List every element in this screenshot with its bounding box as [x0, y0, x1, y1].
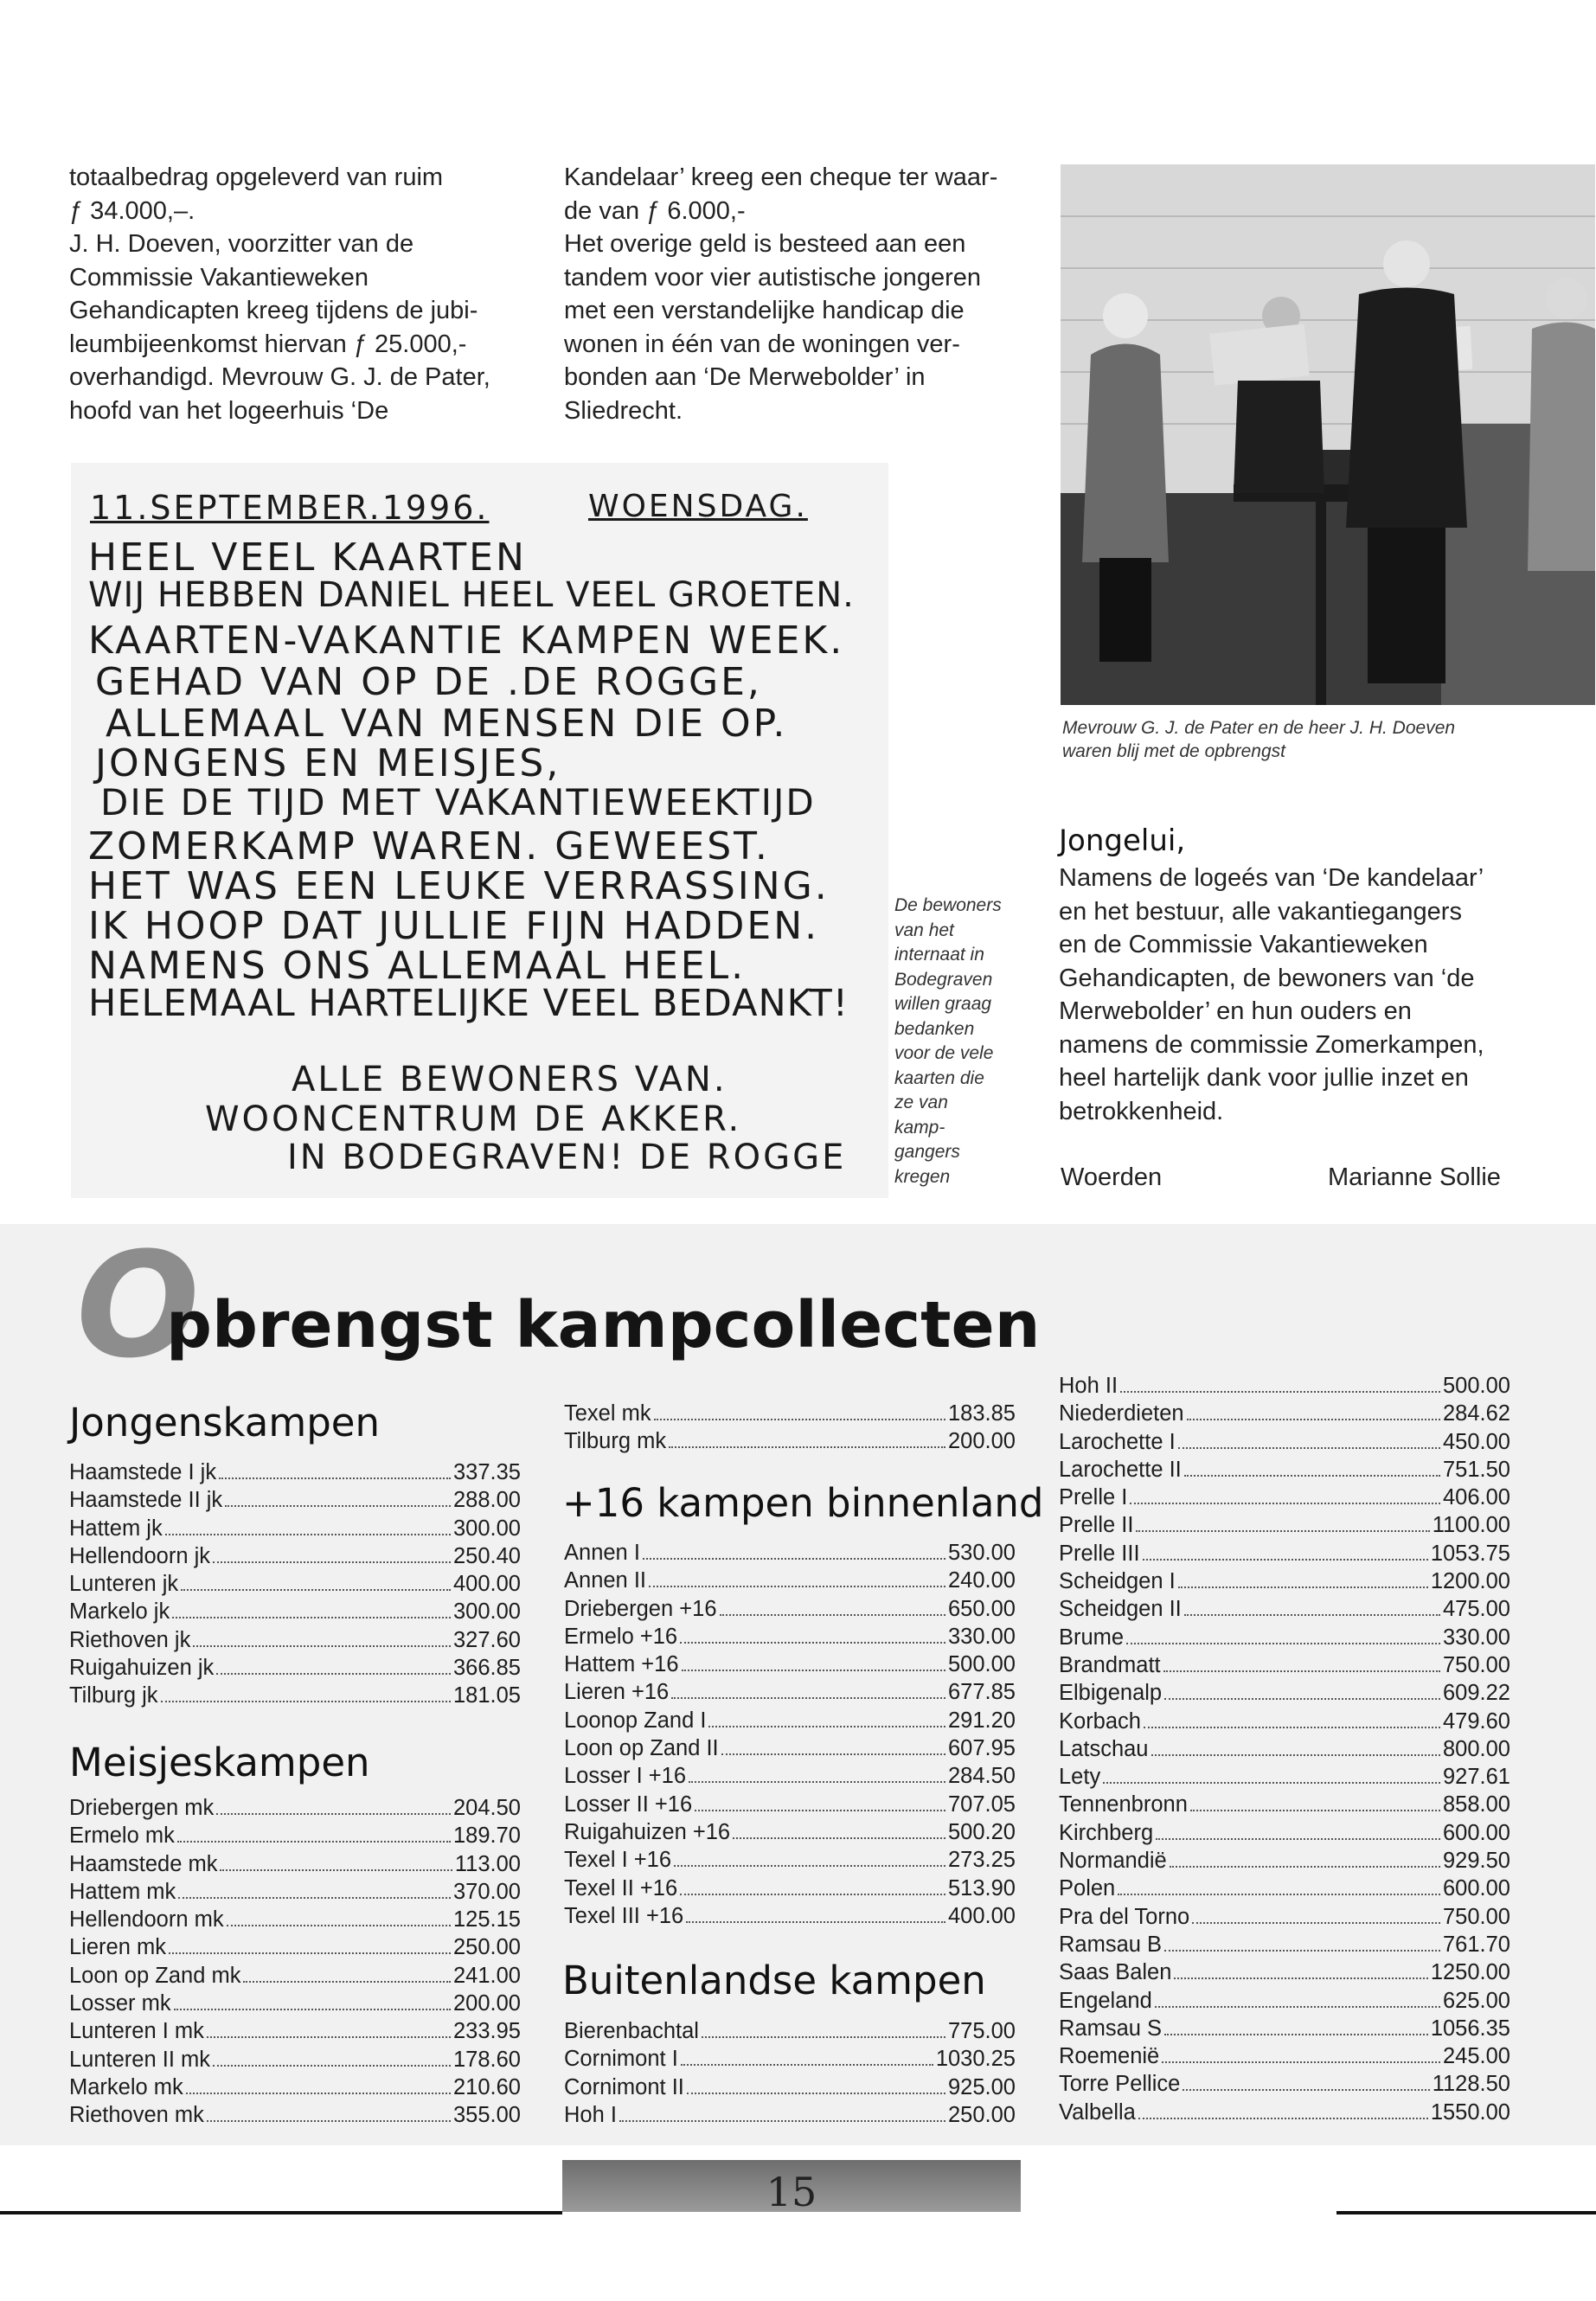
letter-signature-line: IN BODEGRAVEN! DE ROGGE	[287, 1138, 847, 1177]
list-item: Scheidgen II 475.00	[1059, 1597, 1510, 1622]
list-item: Annen I 530.00	[564, 1541, 1016, 1565]
letter-line: JONGENS EN MEISJES,	[95, 741, 561, 785]
list-item: Loon op Zand II 607.95	[564, 1736, 1016, 1761]
meisjeskampen-list	[69, 1794, 521, 2130]
section-title: pbrengst kampcollecten	[166, 1288, 1041, 1362]
list-item: Texel II +16 513.90	[564, 1875, 1016, 1900]
letter-line: NAMENS ONS ALLEMAAL HEEL.	[88, 944, 747, 988]
text-line: hoofd van het logeerhuis ‘De	[69, 396, 389, 425]
jongelui-heading: Jongelui,	[1059, 824, 1186, 858]
letter-line: ALLEMAAL VAN MENSEN DIE OP.	[106, 702, 788, 746]
text-line: en het bestuur, alle vakantiegangers	[1059, 897, 1462, 926]
list-item: Texel mk 183.85	[564, 1401, 1016, 1426]
text-line: J. H. Doeven, voorzitter van de	[69, 230, 414, 258]
letter-line: IK HOOP DAT JULLIE FIJN HADDEN.	[88, 904, 820, 948]
list-item: Cornimont II 925.00	[564, 2074, 1016, 2099]
list-item: Bierenbachtal 775.00	[564, 2019, 1016, 2043]
text-line: leumbijeenkomst hiervan ƒ 25.000,-	[69, 330, 467, 358]
list-item: Hattem jk 300.00	[69, 1516, 521, 1541]
text-line: totaalbedrag opgeleverd van ruim	[69, 163, 444, 191]
text-line: Gehandicapten kreeg tijdens de jubi-	[69, 297, 478, 324]
list-item: Brume 330.00	[1059, 1625, 1510, 1650]
list-item: Markelo jk 300.00	[69, 1599, 521, 1625]
letter-line: WIJ HEBBEN DANIEL HEEL VEEL GROETEN.	[88, 575, 855, 615]
jongelui-place: Woerden	[1061, 1163, 1163, 1191]
list-item: Texel III +16 400.00	[564, 1903, 1016, 1928]
list-item: Lunteren I mk 233.95	[69, 2019, 521, 2044]
list-item: Markelo mk 210.60	[69, 2074, 521, 2099]
list-item: Prelle I 406.00	[1059, 1485, 1510, 1510]
plus16-heading: +16 kampen binnenland	[562, 1480, 1044, 1526]
list-item: Lunteren jk 400.00	[69, 1572, 521, 1597]
list-item: Normandië 929.50	[1059, 1849, 1510, 1874]
buitenland-list	[564, 2017, 1016, 2129]
text-line: Kandelaar’ kreeg een cheque ter waar-	[564, 163, 998, 191]
list-item: Hellendoorn jk 250.40	[69, 1543, 521, 1568]
list-item: Tennenbronn 858.00	[1059, 1792, 1510, 1817]
list-item: Lieren +16 677.85	[564, 1680, 1016, 1705]
list-item: Haamstede mk 113.00	[69, 1851, 521, 1876]
list-item: Losser I +16 284.50	[564, 1764, 1016, 1789]
list-item: Larochette II 751.50	[1059, 1457, 1510, 1482]
article-column-1	[69, 161, 536, 427]
list-item: Roemenië 245.00	[1059, 2044, 1510, 2069]
list-item: Ramsau B 761.70	[1059, 1932, 1510, 1957]
handwritten-letter	[71, 463, 888, 1198]
list-item: Ruigahuizen +16 500.20	[564, 1819, 1016, 1844]
list-item: Brandmatt 750.00	[1059, 1652, 1510, 1677]
letter-line: HEEL VEEL KAARTEN	[88, 535, 527, 580]
letter-signature-line: WOONCENTRUM DE AKKER.	[205, 1099, 742, 1139]
text-line: Sliedrecht.	[564, 396, 683, 425]
list-item: Tilburg mk 200.00	[564, 1429, 1016, 1454]
list-item: Losser mk 200.00	[69, 1991, 521, 2016]
list-item: Latschau 800.00	[1059, 1736, 1510, 1761]
text-line: heel hartelijk dank voor jullie inzet en	[1059, 1064, 1469, 1092]
photo	[1061, 164, 1595, 705]
list-item: Larochette I 450.00	[1059, 1429, 1510, 1454]
list-item: Hoh I 250.00	[564, 2102, 1016, 2127]
list-item: Hoh II 500.00	[1059, 1374, 1510, 1398]
list-item: Lunteren II mk 178.60	[69, 2047, 521, 2072]
text-line: wonen in één van de woningen ver-	[564, 330, 960, 358]
list-item: Hellendoorn mk 125.15	[69, 1907, 521, 1932]
footer-rule-left	[0, 2211, 562, 2214]
letter-signature-line: ALLE BEWONERS VAN.	[292, 1060, 727, 1099]
list-item: Hattem mk 370.00	[69, 1879, 521, 1904]
list-item: Annen II 240.00	[564, 1568, 1016, 1593]
jongenskampen-heading: Jongenskampen	[69, 1400, 380, 1445]
footer-rule-right	[1336, 2211, 1596, 2214]
list-item: Lety 927.61	[1059, 1765, 1510, 1790]
photo-illustration	[1061, 164, 1595, 705]
text-line: ƒ 34.000,–.	[69, 196, 195, 225]
text-line: namens de commissie Zomerkampen,	[1059, 1030, 1484, 1059]
list-item: Elbigenalp 609.22	[1059, 1681, 1510, 1706]
list-item: Ermelo +16 330.00	[564, 1624, 1016, 1649]
letter-line: ZOMERKAMP WAREN. GEWEEST.	[88, 824, 770, 868]
text-line: Gehandicapten, de bewoners van ‘de	[1059, 964, 1475, 992]
text-line: Het overige geld is besteed aan een	[564, 230, 966, 258]
meisjeskampen-heading: Meisjeskampen	[69, 1740, 370, 1785]
text-line: Commissie Vakantieweken	[69, 263, 369, 292]
buitenland-heading: Buitenlandse kampen	[562, 1958, 986, 2003]
list-item: Loon op Zand mk 241.00	[69, 1963, 521, 1988]
letter-line: DIE DE TIJD MET VAKANTIEWEEKTIJD	[100, 781, 816, 824]
text-line: en de Commissie Vakantieweken	[1059, 931, 1428, 958]
jongelui-text	[1059, 862, 1578, 1128]
letter-date: 11.SEPTEMBER.1996.	[90, 489, 490, 527]
letter-line: KAARTEN-VAKANTIE KAMPEN WEEK.	[88, 619, 845, 663]
list-item: Haamstede I jk 337.35	[69, 1460, 521, 1484]
list-item: Pra del Torno 750.00	[1059, 1904, 1510, 1929]
text-line: bonden aan ‘De Merwebolder’ in	[564, 363, 926, 391]
text-line: met een verstandelijke handicap die	[564, 297, 965, 324]
list-item: Ruigahuizen jk 366.85	[69, 1656, 521, 1681]
letter-side-note: De bewoners van het internaat in Bodegraven willen graag bedanken voor de vele kaarten die ze van kamp- gangers kregen	[894, 895, 1002, 1187]
list-item: Ermelo mk 189.70	[69, 1823, 521, 1849]
list-item: Polen 600.00	[1059, 1876, 1510, 1901]
photo-caption	[1062, 716, 1590, 763]
caption-line: Mevrouw G. J. de Pater en de heer J. H. Doeven	[1062, 718, 1456, 738]
text-line: betrokkenheid.	[1059, 1097, 1224, 1125]
list-item: Korbach 479.60	[1059, 1708, 1510, 1734]
meisjeskampen-continued-list	[564, 1400, 1016, 1456]
article-column-2	[564, 161, 1031, 427]
list-item: Kirchberg 600.00	[1059, 1820, 1510, 1845]
list-item: Hattem +16 500.00	[564, 1652, 1016, 1677]
list-item: Riethoven mk 355.00	[69, 2103, 521, 2128]
list-item: Saas Balen 1250.00	[1059, 1960, 1510, 1985]
list-item: Losser II +16 707.05	[564, 1791, 1016, 1817]
list-item: Tilburg jk 181.05	[69, 1683, 521, 1708]
list-item: Ramsau S 1056.35	[1059, 2016, 1510, 2041]
list-item: Texel I +16 273.25	[564, 1848, 1016, 1873]
text-line: de van ƒ 6.000,-	[564, 196, 746, 225]
plus16-list	[564, 1539, 1016, 1930]
list-item: Haamstede II jk 288.00	[69, 1488, 521, 1513]
text-line: Merwebolder’ en hun ouders en	[1059, 997, 1412, 1025]
list-item: Scheidgen I 1200.00	[1059, 1569, 1510, 1594]
caption-line: waren blij met de opbrengst	[1062, 741, 1285, 761]
list-item: Loonop Zand I 291.20	[564, 1708, 1016, 1733]
text-line: overhandigd. Mevrouw G. J. de Pater,	[69, 363, 490, 391]
buitenland-continued-list	[1059, 1372, 1510, 2126]
list-item: Torre Pellice 1128.50	[1059, 2072, 1510, 2097]
list-item: Cornimont I 1030.25	[564, 2047, 1016, 2072]
text-line: tandem voor vier autistische jongeren	[564, 263, 981, 292]
letter-line: GEHAD VAN OP DE .DE ROGGE,	[95, 660, 762, 704]
jongenskampen-list	[69, 1458, 521, 1710]
letter-line: HELEMAAL HARTELIJKE VEEL BEDANKT!	[88, 982, 849, 1025]
list-item: Lieren mk 250.00	[69, 1935, 521, 1960]
list-item: Riethoven jk 327.60	[69, 1627, 521, 1652]
list-item: Driebergen +16 650.00	[564, 1596, 1016, 1621]
list-item: Prelle III 1053.75	[1059, 1541, 1510, 1566]
list-item: Valbella 1550.00	[1059, 2099, 1510, 2125]
title-initial: O	[76, 1221, 200, 1390]
list-item: Driebergen mk 204.50	[69, 1796, 521, 1820]
list-item: Engeland 625.00	[1059, 1988, 1510, 2013]
page-number: 15	[766, 2169, 817, 2215]
list-item: Niederdieten 284.62	[1059, 1401, 1510, 1426]
letter-day: WOENSDAG.	[588, 489, 808, 524]
letter-line: HET WAS EEN LEUKE VERRASSING.	[88, 864, 830, 908]
jongelui-signature: Marianne Sollie	[1328, 1163, 1501, 1191]
list-item: Prelle II 1100.00	[1059, 1513, 1510, 1538]
text-line: Namens de logeés van ‘De kandelaar’	[1059, 864, 1484, 892]
